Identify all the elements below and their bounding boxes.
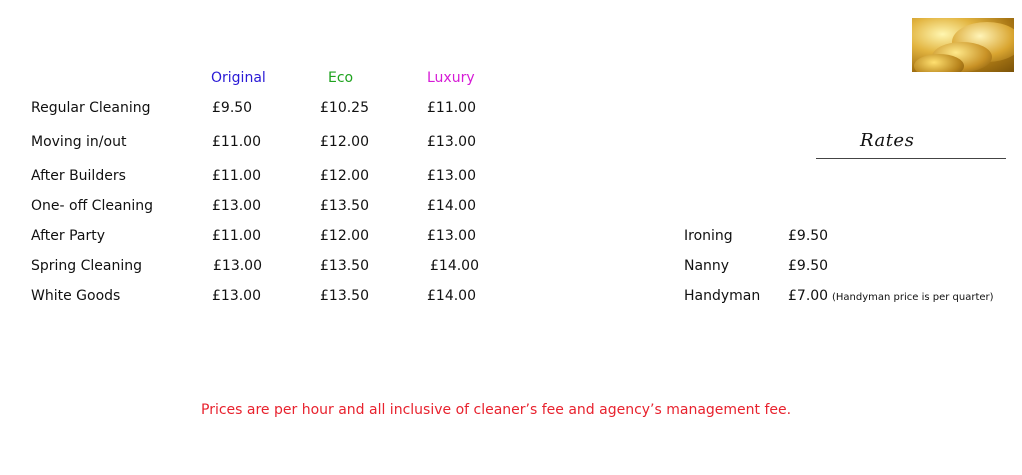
price-original: £9.50 [212, 100, 253, 116]
extra-note: (Handyman price is per quarter) [832, 292, 994, 303]
price-eco: £12.00 [320, 228, 369, 244]
price-eco: £10.25 [320, 100, 369, 116]
extra-name: Handyman [684, 288, 761, 304]
price-original: £11.00 [212, 134, 261, 150]
extra-price: £9.50 [788, 228, 829, 244]
extra-name: Ironing [684, 228, 733, 244]
price-original: £13.00 [213, 258, 262, 274]
price-original: £11.00 [212, 228, 261, 244]
service-name: After Builders [31, 168, 126, 184]
price-luxury: £11.00 [427, 100, 476, 116]
column-header-eco: Eco [328, 70, 354, 86]
service-name: Regular Cleaning [31, 100, 151, 116]
price-eco: £12.00 [320, 168, 369, 184]
price-original: £13.00 [212, 198, 261, 214]
price-original: £11.00 [212, 168, 261, 184]
price-eco: £13.50 [320, 288, 369, 304]
price-luxury: £13.00 [427, 134, 476, 150]
service-name: Moving in/out [31, 134, 127, 150]
price-eco: £13.50 [320, 198, 369, 214]
gold-coins-icon [912, 18, 1014, 72]
pricing-footnote: Prices are per hour and all inclusive of cleaner’s fee and agency’s management fee. [201, 402, 792, 418]
price-luxury: £14.00 [427, 288, 476, 304]
price-original: £13.00 [212, 288, 261, 304]
extra-price: £7.00 [788, 288, 829, 304]
title-underline [816, 158, 1006, 159]
price-luxury: £13.00 [427, 168, 476, 184]
price-luxury: £14.00 [427, 198, 476, 214]
column-header-luxury: Luxury [427, 70, 475, 86]
price-eco: £13.50 [320, 258, 369, 274]
service-name: White Goods [31, 288, 121, 304]
rates-title: Rates [860, 130, 915, 151]
service-name: Spring Cleaning [31, 258, 143, 274]
service-name: After Party [31, 228, 105, 244]
extra-name: Nanny [684, 258, 730, 274]
extra-price: £9.50 [788, 258, 829, 274]
column-header-original: Original [211, 70, 266, 86]
price-luxury: £13.00 [427, 228, 476, 244]
price-luxury: £14.00 [430, 258, 479, 274]
service-name: One- off Cleaning [31, 198, 154, 214]
price-eco: £12.00 [320, 134, 369, 150]
